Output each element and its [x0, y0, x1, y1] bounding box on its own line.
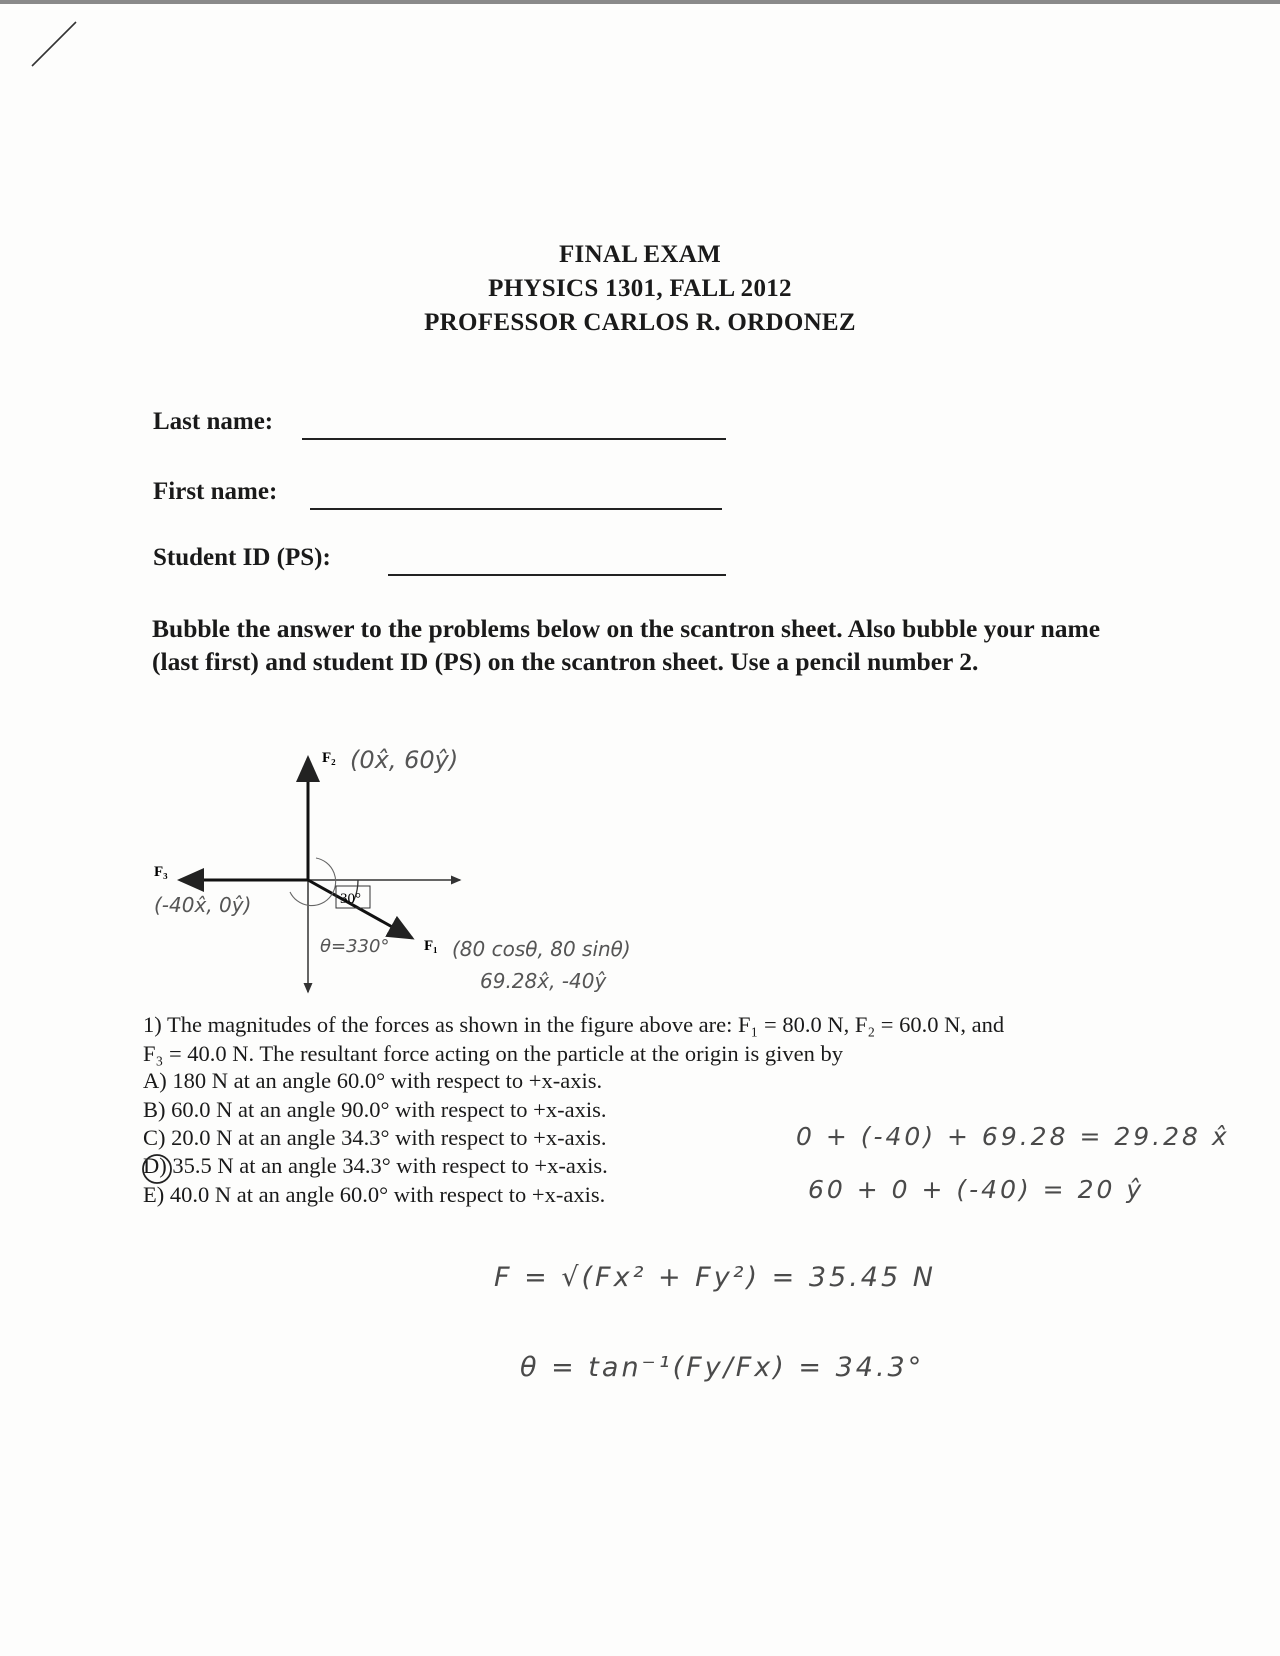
choice-d: D) 35.5 N at an angle 34.3° with respect to +x-axis.	[143, 1153, 608, 1178]
last-name-line[interactable]	[302, 438, 726, 440]
work-sum-y: 60 + 0 + (-40) = 20 ŷ	[808, 1175, 1145, 1204]
note-f1-values: 69.28x̂, -40ŷ	[480, 969, 607, 993]
angle-label: 30°	[340, 891, 361, 907]
exam-header	[0, 238, 1280, 340]
note-theta: θ=330°	[320, 936, 390, 957]
note-f3: (-40x̂, 0ŷ)	[154, 893, 252, 917]
last-name-label: Last name:	[153, 408, 274, 435]
work-sum-x: 0 + (-40) + 69.28 = 29.28 x̂	[796, 1122, 1230, 1151]
first-name-label: First name:	[153, 478, 278, 505]
f3-label: F₃	[154, 864, 168, 880]
f1-label: F₁	[424, 938, 438, 954]
question-stem-line2: F₃ = 40.0 N. The resultant force acting on the particle at the origin is given by	[143, 1041, 843, 1066]
work-magnitude: F = √(Fx² + Fy²) = 35.45 N	[494, 1262, 936, 1293]
question-stem-line1: 1) The magnitudes of the forces as shown in the figure above are: F₁ = 80.0 N, F₂ = 60.0 N, and	[143, 1012, 1005, 1037]
instructions: Bubble the answer to the problems below on the scantron sheet. Also bubble your name (last first) and student ID (PS) on the scantron sheet. Use a pencil number 2.	[152, 614, 1101, 676]
first-name-line[interactable]	[310, 508, 722, 510]
choice-b: B) 60.0 N at an angle 90.0° with respect to +x-axis.	[143, 1097, 607, 1122]
choice-a: A) 180 N at an angle 60.0° with respect to +x-axis.	[143, 1068, 603, 1093]
note-f1: (80 cosθ, 80 sinθ)	[452, 937, 631, 961]
student-id-label: Student ID (PS):	[153, 544, 331, 571]
course-title: PHYSICS 1301, FALL 2012	[488, 275, 792, 302]
pen-stroke-mark	[0, 0, 120, 100]
work-angle: θ = tan⁻¹(Fy/Fx) = 34.3°	[520, 1352, 925, 1383]
selected-answer-circle	[138, 1150, 176, 1188]
page-top-edge	[0, 0, 1280, 4]
question-1	[143, 1010, 1143, 1068]
f2-label: F₂	[322, 750, 336, 766]
force-diagram	[140, 740, 740, 1000]
exam-title: FINAL EXAM	[558, 241, 722, 268]
choice-e: E) 40.0 N at an angle 60.0° with respect to +x-axis.	[143, 1182, 606, 1207]
choice-c: C) 20.0 N at an angle 34.3° with respect to +x-axis.	[143, 1125, 607, 1150]
professor-name: PROFESSOR CARLOS R. ORDONEZ	[424, 309, 856, 336]
student-id-line[interactable]	[388, 574, 726, 576]
f1-arrow	[308, 880, 412, 938]
note-f2: (0x̂, 60ŷ)	[350, 746, 459, 774]
